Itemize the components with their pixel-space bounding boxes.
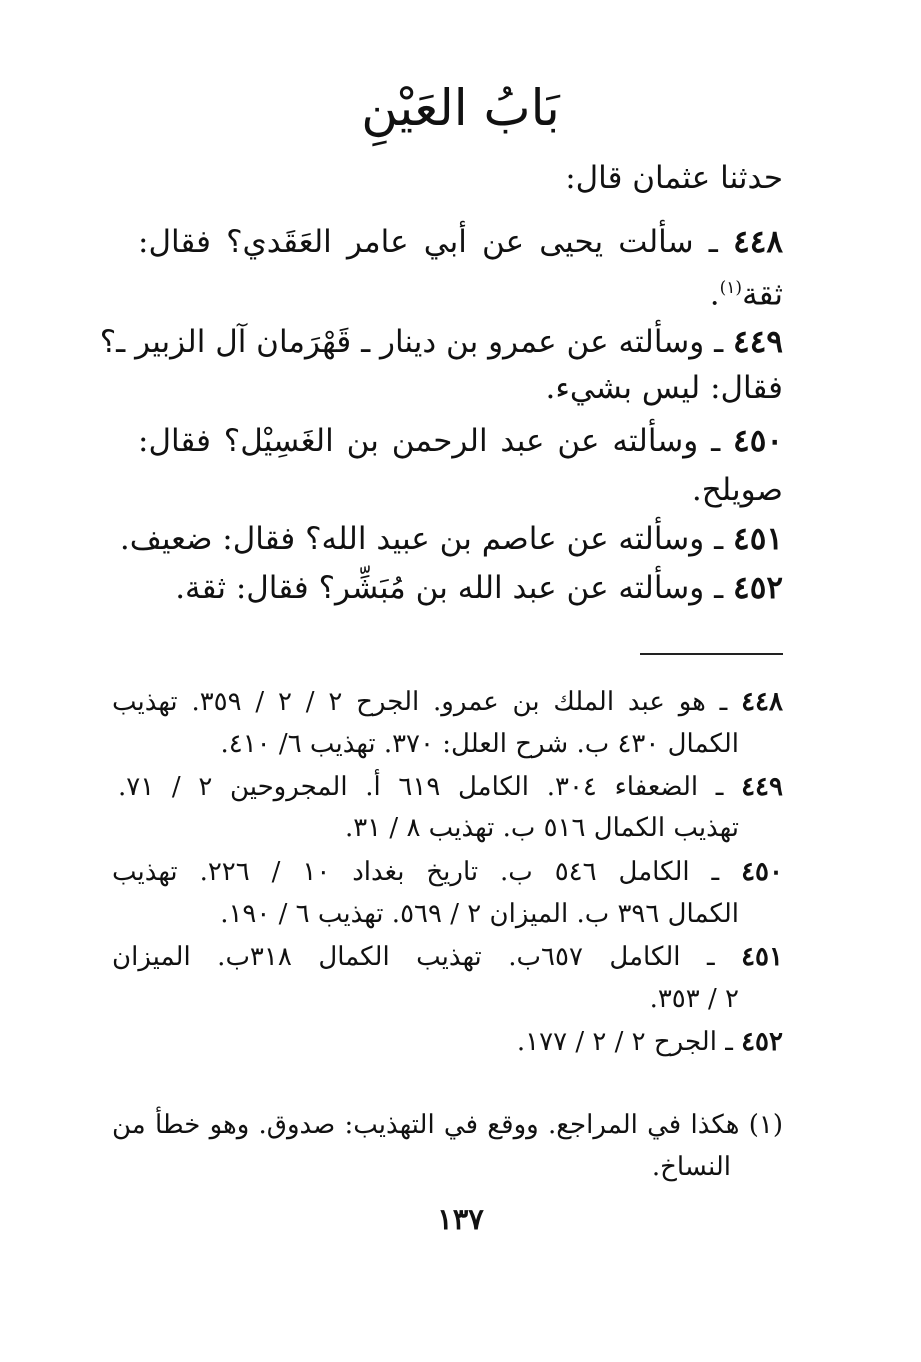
reference-text: ـ الضعفاء ٣٠٤. الكامل ٦١٩ أ. المجروحين ٢ / ٧١. [118, 772, 724, 802]
reference-number: ٤٥١ [741, 942, 783, 972]
references-divider [640, 653, 783, 655]
entry-number: ٤٥٠ [733, 423, 783, 459]
reference-449-line1 [118, 767, 783, 807]
footnote-marker: (١) [748, 1110, 784, 1140]
entry-text: ـ وسألته عن عبد الرحمن بن الغَسِيْل؟ فقال: [138, 423, 721, 459]
entry-text: ثقة [742, 276, 783, 313]
entry-number: ٤٥١ [733, 521, 783, 557]
footnote-line2: النساخ. [651, 1152, 731, 1182]
reference-text: ـ الكامل ٦٥٧ب. تهذيب الكمال ٣١٨ب. الميزان [112, 942, 715, 972]
page-number: ١٣٧ [437, 1202, 484, 1236]
entry-450-line1 [138, 419, 783, 463]
reference-text: ـ الجرح ٢ / ٢ / ١٧٧. [516, 1027, 733, 1057]
entry-text: ـ سألت يحيى عن أبي عامر العَقَدي؟ فقال: [138, 224, 718, 260]
entry-450-line2: صويلح. [691, 472, 783, 508]
reference-450-line1 [112, 852, 783, 892]
entry-text: ـ وسألته عن عاصم بن عبيد الله؟ فقال: ضعيف. [119, 521, 724, 557]
entry-452 [175, 566, 783, 610]
reference-451-line2: ٢ / ٣٥٣. [649, 984, 739, 1014]
reference-number: ٤٤٨ [741, 687, 783, 717]
footnote-line1 [112, 1105, 783, 1145]
reference-number: ٤٥٠ [741, 857, 783, 887]
reference-number: ٤٥٢ [741, 1027, 783, 1057]
reference-451-line1 [112, 937, 783, 977]
entry-number: ٤٥٢ [733, 570, 783, 606]
entry-text: ـ وسألته عن عبد الله بن مُبَشِّر؟ فقال: ثقة. [175, 570, 724, 606]
chapter-title: بَابُ العَيْنِ [361, 79, 560, 137]
footnote-text: هكذا في المراجع. ووقع في التهذيب: صدوق. وهو خطأ من [112, 1110, 740, 1140]
entry-text: ـ وسألته عن عمرو بن دينار ـ قَهْرَمان آل الزبير ـ؟ [99, 324, 724, 360]
reference-449-line2: تهذيب الكمال ٥١٦ ب. تهذيب ٨ / ٣١. [344, 813, 739, 843]
intro-line: حدثنا عثمان قال: [565, 160, 783, 196]
entry-449-line1 [99, 320, 783, 364]
entry-449-line2: فقال: ليس بشيء. [545, 370, 783, 406]
entry-number: ٤٤٩ [733, 324, 783, 360]
reference-number: ٤٤٩ [741, 772, 783, 802]
reference-text: ـ الكامل ٥٤٦ ب. تاريخ بغداد ١٠ / ٢٢٦. تهذيب [112, 857, 720, 887]
reference-448-line1 [112, 682, 783, 722]
reference-450-line2: الكمال ٣٩٦ ب. الميزان ٢ / ٥٦٩. تهذيب ٦ / ١٩٠. [220, 899, 739, 929]
reference-448-line2: الكمال ٤٣٠ ب. شرح العلل: ٣٧٠. تهذيب ٦/ ٤١٠. [220, 729, 739, 759]
entry-448-line1 [138, 220, 783, 264]
entry-448-line2 [710, 266, 783, 316]
entry-text-end: . [709, 276, 720, 313]
entry-451 [120, 517, 783, 561]
footnote-ref: (١) [719, 278, 743, 298]
reference-text: ـ هو عبد الملك بن عمرو. الجرح ٢ / ٢ / ٣٥٩. تهذيب [112, 687, 728, 717]
entry-number: ٤٤٨ [733, 224, 784, 260]
reference-452 [517, 1022, 783, 1062]
